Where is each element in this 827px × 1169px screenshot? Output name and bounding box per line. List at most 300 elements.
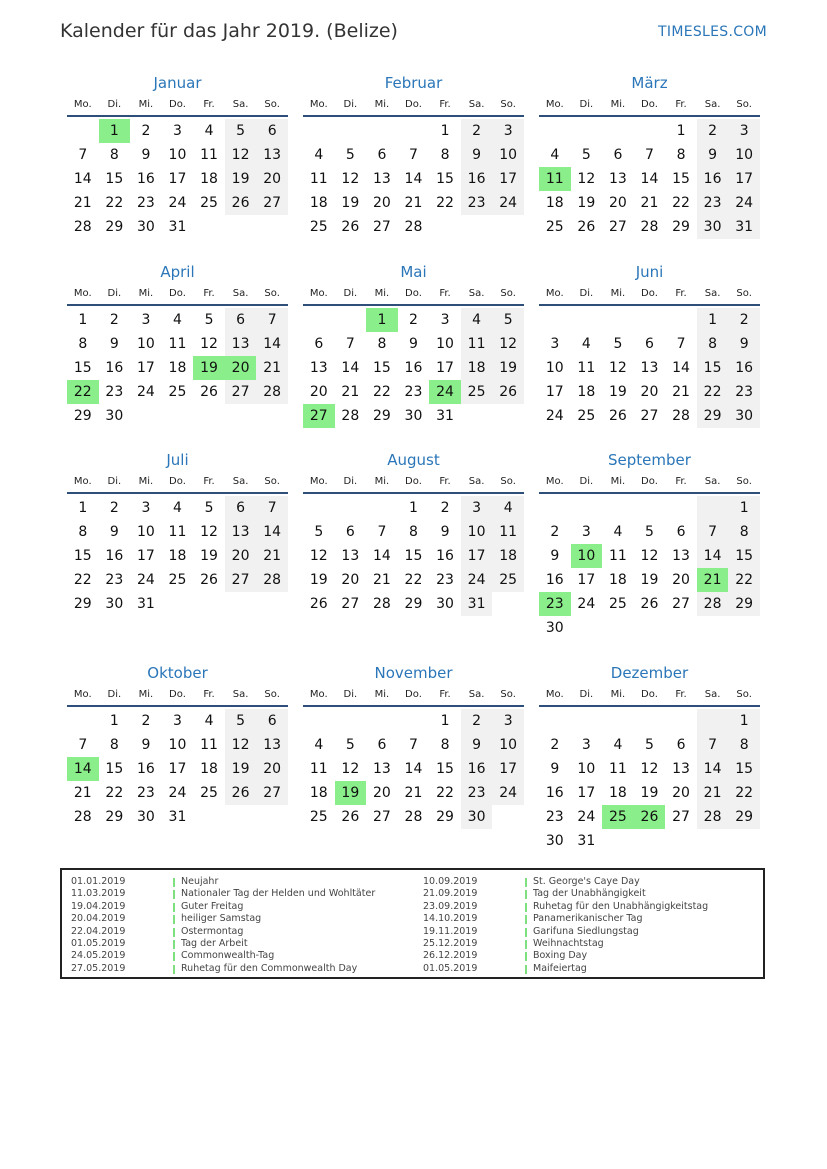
day-cell: 22	[728, 568, 760, 592]
day-cell: 4	[173, 500, 182, 516]
day-cell: 2	[109, 312, 119, 328]
day-cell: 12	[492, 332, 524, 356]
day-cell: 11	[168, 524, 187, 540]
day-cell: 19	[225, 167, 257, 191]
day-cell: 15	[73, 360, 92, 376]
day-cell: 22	[436, 785, 454, 801]
legend-marker-icon	[525, 878, 527, 887]
empty-cell	[366, 119, 398, 143]
day-cell: 28	[73, 809, 92, 825]
holiday-name: Neujahr	[181, 876, 219, 887]
day-cell: 26	[200, 384, 218, 400]
day-cell: 8	[440, 147, 450, 163]
holiday-name: Garifuna Siedlungstag	[533, 925, 639, 937]
day-cell: 29	[73, 408, 92, 424]
day-cell: 10	[577, 761, 596, 777]
day-cell: 5	[613, 336, 623, 352]
weekday-header	[539, 471, 760, 494]
day-cell: 11	[309, 761, 328, 777]
legend-marker-icon	[525, 940, 527, 949]
month-april	[67, 261, 288, 428]
day-cell: 10	[136, 336, 155, 352]
day-cell: 31	[168, 219, 187, 235]
weekday-label: Do.	[641, 99, 658, 110]
day-cell: 29	[105, 219, 124, 235]
empty-cell	[303, 496, 335, 520]
day-cell: 8	[440, 737, 450, 753]
weekday-label: Fr.	[203, 689, 215, 700]
weekday-label: Fr.	[675, 476, 687, 487]
day-cell: 21	[372, 572, 391, 588]
day-cell: 17	[545, 384, 564, 400]
day-cell: 20	[341, 572, 360, 588]
day-cell: 14	[73, 171, 92, 187]
day-cell: 21	[256, 544, 288, 568]
day-cell: 6	[613, 147, 623, 163]
legend-marker-icon	[525, 915, 527, 924]
day-cell: 7	[256, 308, 288, 332]
day-cell: 17	[168, 761, 187, 777]
empty-cell	[665, 308, 697, 332]
day-grid	[303, 709, 524, 829]
month-august	[303, 449, 524, 616]
day-cell: 17	[436, 360, 454, 376]
day-cell: 1	[109, 713, 119, 729]
month-name: März	[631, 74, 668, 92]
day-cell: 23	[136, 195, 155, 211]
day-cell: 28	[73, 219, 92, 235]
day-cell: 21	[404, 195, 423, 211]
day-cell: 12	[640, 548, 659, 564]
day-cell: 2	[141, 713, 151, 729]
day-cell: 27	[672, 596, 690, 612]
day-cell: 8	[78, 336, 88, 352]
day-cell: 24	[577, 596, 596, 612]
day-cell: 29	[436, 809, 454, 825]
day-cell: 25	[168, 572, 187, 588]
day-cell: 2	[728, 308, 760, 332]
empty-cell	[665, 496, 697, 520]
holiday-day-cell: 19	[193, 356, 225, 380]
day-cell: 2	[550, 737, 560, 753]
day-cell: 29	[73, 596, 92, 612]
month-name: August	[387, 451, 440, 469]
weekday-label: Do.	[169, 99, 186, 110]
weekday-label: Fr.	[203, 476, 215, 487]
day-cell: 20	[256, 757, 288, 781]
day-cell: 9	[550, 761, 560, 777]
day-cell: 23	[545, 809, 564, 825]
holiday-name: Maifeiertag	[533, 962, 587, 974]
weekday-label: Do.	[405, 288, 422, 299]
day-cell: 31	[728, 215, 760, 239]
day-cell: 8	[728, 520, 760, 544]
day-cell: 18	[545, 195, 564, 211]
day-cell: 25	[200, 195, 218, 211]
day-cell: 4	[314, 147, 324, 163]
day-cell: 13	[341, 548, 360, 564]
weekday-label: Mi.	[138, 99, 154, 110]
empty-cell	[303, 308, 335, 332]
month-name: Oktober	[147, 664, 208, 682]
day-cell: 15	[73, 548, 92, 564]
day-cell: 20	[225, 544, 257, 568]
holiday-name: Weihnachtstag	[533, 937, 604, 949]
legend-marker-icon	[173, 903, 175, 912]
holiday-date: 19.11.2019	[423, 925, 478, 937]
holiday-day-cell: 21	[697, 568, 729, 592]
day-cell: 26	[200, 572, 218, 588]
weekday-label: Mo.	[73, 288, 92, 299]
day-cell: 1	[78, 500, 88, 516]
month-mai	[303, 261, 524, 428]
weekday-label: Mo.	[73, 476, 92, 487]
weekday-label: Fr.	[439, 99, 451, 110]
day-cell: 12	[608, 360, 627, 376]
weekday-label: Sa.	[232, 288, 249, 299]
day-cell: 11	[608, 548, 627, 564]
weekday-label: Sa.	[704, 476, 721, 487]
day-cell: 25	[545, 219, 564, 235]
weekday-label: Fr.	[439, 689, 451, 700]
day-cell: 3	[440, 312, 450, 328]
legend-row	[71, 913, 411, 925]
legend-row	[423, 888, 763, 900]
day-cell: 14	[697, 757, 729, 781]
holiday-date: 26.12.2019	[423, 950, 478, 962]
day-cell: 8	[377, 336, 387, 352]
day-cell: 20	[672, 572, 690, 588]
day-cell: 28	[672, 408, 690, 424]
empty-cell	[571, 496, 603, 520]
empty-cell	[398, 709, 430, 733]
empty-cell	[602, 496, 634, 520]
weekday-label: Do.	[169, 689, 186, 700]
holiday-name: Tag der Unabhängigkeit	[533, 888, 646, 900]
day-cell: 24	[461, 568, 493, 592]
day-cell: 17	[492, 757, 524, 781]
day-cell: 9	[550, 548, 560, 564]
holiday-name: Commonwealth-Tag	[181, 950, 275, 962]
day-cell: 15	[728, 544, 760, 568]
day-cell: 19	[309, 572, 328, 588]
day-cell: 15	[728, 757, 760, 781]
day-cell: 6	[225, 308, 257, 332]
day-cell: 25	[309, 809, 328, 825]
holiday-date: 01.05.2019	[71, 937, 126, 949]
month-name: November	[374, 664, 453, 682]
day-cell: 23	[461, 781, 493, 805]
empty-cell	[697, 709, 729, 733]
day-cell: 12	[200, 336, 218, 352]
day-cell: 8	[109, 147, 119, 163]
day-cell: 17	[577, 785, 596, 801]
day-cell: 12	[341, 761, 360, 777]
day-cell: 2	[697, 119, 729, 143]
holiday-date: 10.09.2019	[423, 876, 478, 887]
day-cell: 22	[672, 195, 690, 211]
holiday-date: 23.09.2019	[423, 900, 478, 912]
holiday-day-cell: 1	[99, 119, 131, 143]
day-cell: 20	[256, 167, 288, 191]
day-cell: 14	[404, 171, 423, 187]
holiday-name: Ruhetag für den Unabhängigkeitstag	[533, 900, 709, 912]
day-cell: 5	[225, 119, 257, 143]
day-cell: 23	[728, 380, 760, 404]
day-cell: 28	[372, 596, 391, 612]
holiday-date: 19.04.2019	[71, 900, 126, 912]
day-cell: 23	[136, 785, 155, 801]
day-cell: 13	[608, 171, 627, 187]
weekday-label: So.	[264, 476, 280, 487]
day-cell: 31	[461, 592, 493, 616]
day-cell: 16	[697, 167, 729, 191]
empty-cell	[697, 496, 729, 520]
day-cell: 27	[640, 408, 659, 424]
day-cell: 11	[309, 171, 328, 187]
legend-marker-icon	[173, 952, 175, 961]
day-cell: 7	[409, 737, 418, 753]
day-cell: 16	[436, 548, 454, 564]
weekday-label: Sa.	[232, 689, 249, 700]
weekday-label: Di.	[343, 99, 358, 110]
day-cell: 21	[73, 785, 92, 801]
empty-cell	[67, 119, 99, 143]
day-cell: 13	[225, 332, 257, 356]
brand-link[interactable]: TIMESLES.COM	[658, 24, 767, 40]
holiday-name: Boxing Day	[533, 950, 588, 962]
day-cell: 27	[341, 596, 360, 612]
day-cell: 21	[697, 781, 729, 805]
day-cell: 9	[461, 733, 493, 757]
day-cell: 27	[608, 219, 627, 235]
weekday-label: Di.	[579, 99, 594, 110]
day-cell: 9	[697, 143, 729, 167]
day-cell: 1	[676, 123, 686, 139]
day-cell: 20	[372, 785, 391, 801]
day-cell: 1	[440, 713, 450, 729]
empty-cell	[602, 119, 634, 143]
empty-cell	[335, 709, 367, 733]
weekday-label: Do.	[169, 476, 186, 487]
day-cell: 6	[314, 336, 324, 352]
weekday-label: Fr.	[203, 99, 215, 110]
day-cell: 4	[613, 524, 623, 540]
holiday-legend	[60, 868, 765, 979]
holiday-day-cell: 24	[429, 380, 461, 404]
day-cell: 20	[672, 785, 690, 801]
day-cell: 14	[256, 520, 288, 544]
empty-cell	[571, 119, 603, 143]
day-cell: 1	[728, 709, 760, 733]
weekday-label: So.	[500, 288, 516, 299]
day-cell: 6	[377, 737, 387, 753]
day-cell: 14	[697, 544, 729, 568]
weekday-label: Fr.	[203, 288, 215, 299]
day-cell: 28	[640, 219, 659, 235]
day-cell: 9	[141, 147, 151, 163]
day-cell: 27	[225, 568, 257, 592]
day-cell: 3	[550, 336, 560, 352]
day-cell: 18	[168, 548, 187, 564]
day-cell: 25	[168, 384, 187, 400]
day-grid	[303, 119, 524, 239]
legend-marker-icon	[173, 878, 175, 887]
holiday-day-cell: 14	[67, 757, 99, 781]
day-cell: 9	[461, 143, 493, 167]
day-cell: 25	[608, 596, 627, 612]
day-cell: 26	[577, 219, 596, 235]
weekday-label: Di.	[107, 99, 122, 110]
empty-cell	[335, 496, 367, 520]
day-cell: 4	[314, 737, 324, 753]
weekday-label: Di.	[579, 288, 594, 299]
day-cell: 16	[105, 548, 124, 564]
weekday-label: So.	[736, 288, 752, 299]
day-cell: 23	[404, 384, 423, 400]
weekday-label: So.	[500, 476, 516, 487]
holiday-day-cell: 10	[571, 544, 603, 568]
day-cell: 4	[613, 737, 623, 753]
day-cell: 18	[200, 761, 218, 777]
day-cell: 3	[461, 496, 493, 520]
day-cell: 24	[577, 809, 596, 825]
day-cell: 22	[436, 195, 454, 211]
holiday-day-cell: 27	[303, 404, 335, 428]
weekday-label: So.	[736, 476, 752, 487]
holiday-date: 25.12.2019	[423, 937, 478, 949]
day-cell: 13	[372, 761, 391, 777]
day-cell: 17	[136, 360, 155, 376]
weekday-header	[67, 471, 288, 494]
weekday-label: Mi.	[374, 689, 390, 700]
day-cell: 29	[697, 404, 729, 428]
day-cell: 17	[461, 544, 493, 568]
day-cell: 7	[645, 147, 654, 163]
legend-row	[71, 963, 411, 975]
day-cell: 11	[200, 147, 218, 163]
empty-cell	[634, 496, 666, 520]
page-title: Kalender für das Jahr 2019. (Belize)	[60, 20, 398, 42]
weekday-label: So.	[736, 689, 752, 700]
day-cell: 14	[404, 761, 423, 777]
weekday-label: So.	[500, 689, 516, 700]
holiday-name: Nationaler Tag der Helden und Wohltäter	[181, 888, 376, 900]
day-cell: 28	[404, 219, 423, 235]
day-cell: 30	[404, 408, 423, 424]
weekday-label: Mo.	[545, 288, 564, 299]
day-cell: 18	[168, 360, 187, 376]
day-cell: 28	[341, 408, 360, 424]
day-cell: 12	[309, 548, 328, 564]
day-cell: 5	[204, 500, 214, 516]
day-cell: 6	[676, 524, 686, 540]
legend-row	[71, 888, 411, 900]
day-cell: 10	[168, 147, 187, 163]
day-cell: 2	[109, 500, 119, 516]
day-cell: 26	[608, 408, 627, 424]
day-grid	[539, 709, 760, 853]
holiday-date: 24.05.2019	[71, 950, 126, 962]
day-cell: 20	[640, 384, 659, 400]
weekday-label: Fr.	[439, 288, 451, 299]
day-cell: 16	[136, 761, 155, 777]
day-cell: 6	[676, 737, 686, 753]
day-cell: 17	[136, 548, 155, 564]
legend-marker-icon	[525, 903, 527, 912]
day-cell: 7	[697, 520, 729, 544]
day-cell: 26	[341, 219, 360, 235]
weekday-label: Mo.	[545, 689, 564, 700]
day-cell: 5	[645, 737, 654, 753]
day-cell: 13	[256, 733, 288, 757]
day-cell: 21	[404, 785, 423, 801]
empty-cell	[366, 496, 398, 520]
day-cell: 5	[225, 709, 257, 733]
day-cell: 19	[640, 572, 659, 588]
day-cell: 13	[372, 171, 391, 187]
day-cell: 25	[309, 219, 328, 235]
legend-row	[71, 950, 411, 962]
day-cell: 19	[640, 785, 659, 801]
day-cell: 18	[492, 544, 524, 568]
holiday-name: Panamerikanischer Tag	[533, 913, 643, 925]
day-cell: 8	[728, 733, 760, 757]
holiday-date: 27.05.2019	[71, 962, 126, 974]
weekday-header	[539, 684, 760, 707]
holiday-day-cell: 1	[366, 308, 398, 332]
holiday-date: 22.04.2019	[71, 925, 126, 937]
day-cell: 4	[581, 336, 591, 352]
holiday-day-cell: 22	[67, 380, 99, 404]
day-cell: 16	[545, 572, 564, 588]
day-cell: 12	[225, 143, 257, 167]
weekday-label: Do.	[641, 689, 658, 700]
day-cell: 7	[345, 336, 355, 352]
day-cell: 17	[728, 167, 760, 191]
holiday-day-cell: 11	[539, 167, 571, 191]
weekday-label: Sa.	[468, 288, 485, 299]
day-cell: 22	[372, 384, 391, 400]
day-cell: 14	[640, 171, 659, 187]
day-cell: 30	[105, 408, 124, 424]
day-cell: 26	[309, 596, 328, 612]
day-grid	[67, 709, 288, 829]
weekday-label: Mi.	[610, 689, 626, 700]
day-cell: 26	[225, 781, 257, 805]
day-cell: 15	[436, 761, 454, 777]
day-cell: 21	[73, 195, 92, 211]
holiday-date: 01.05.2019	[423, 962, 478, 974]
weekday-label: Sa.	[232, 99, 249, 110]
weekday-label: Mi.	[374, 99, 390, 110]
legend-marker-icon	[173, 940, 175, 949]
weekday-label: Sa.	[704, 99, 721, 110]
legend-row	[423, 950, 763, 962]
weekday-label: Do.	[405, 476, 422, 487]
day-cell: 27	[225, 380, 257, 404]
day-cell: 19	[577, 195, 596, 211]
day-cell: 31	[136, 596, 155, 612]
weekday-label: So.	[736, 99, 752, 110]
day-cell: 22	[105, 195, 124, 211]
day-cell: 23	[461, 191, 493, 215]
day-cell: 3	[141, 500, 151, 516]
empty-cell	[634, 119, 666, 143]
day-cell: 1	[409, 500, 418, 516]
day-cell: 8	[697, 332, 729, 356]
day-cell: 23	[436, 572, 454, 588]
